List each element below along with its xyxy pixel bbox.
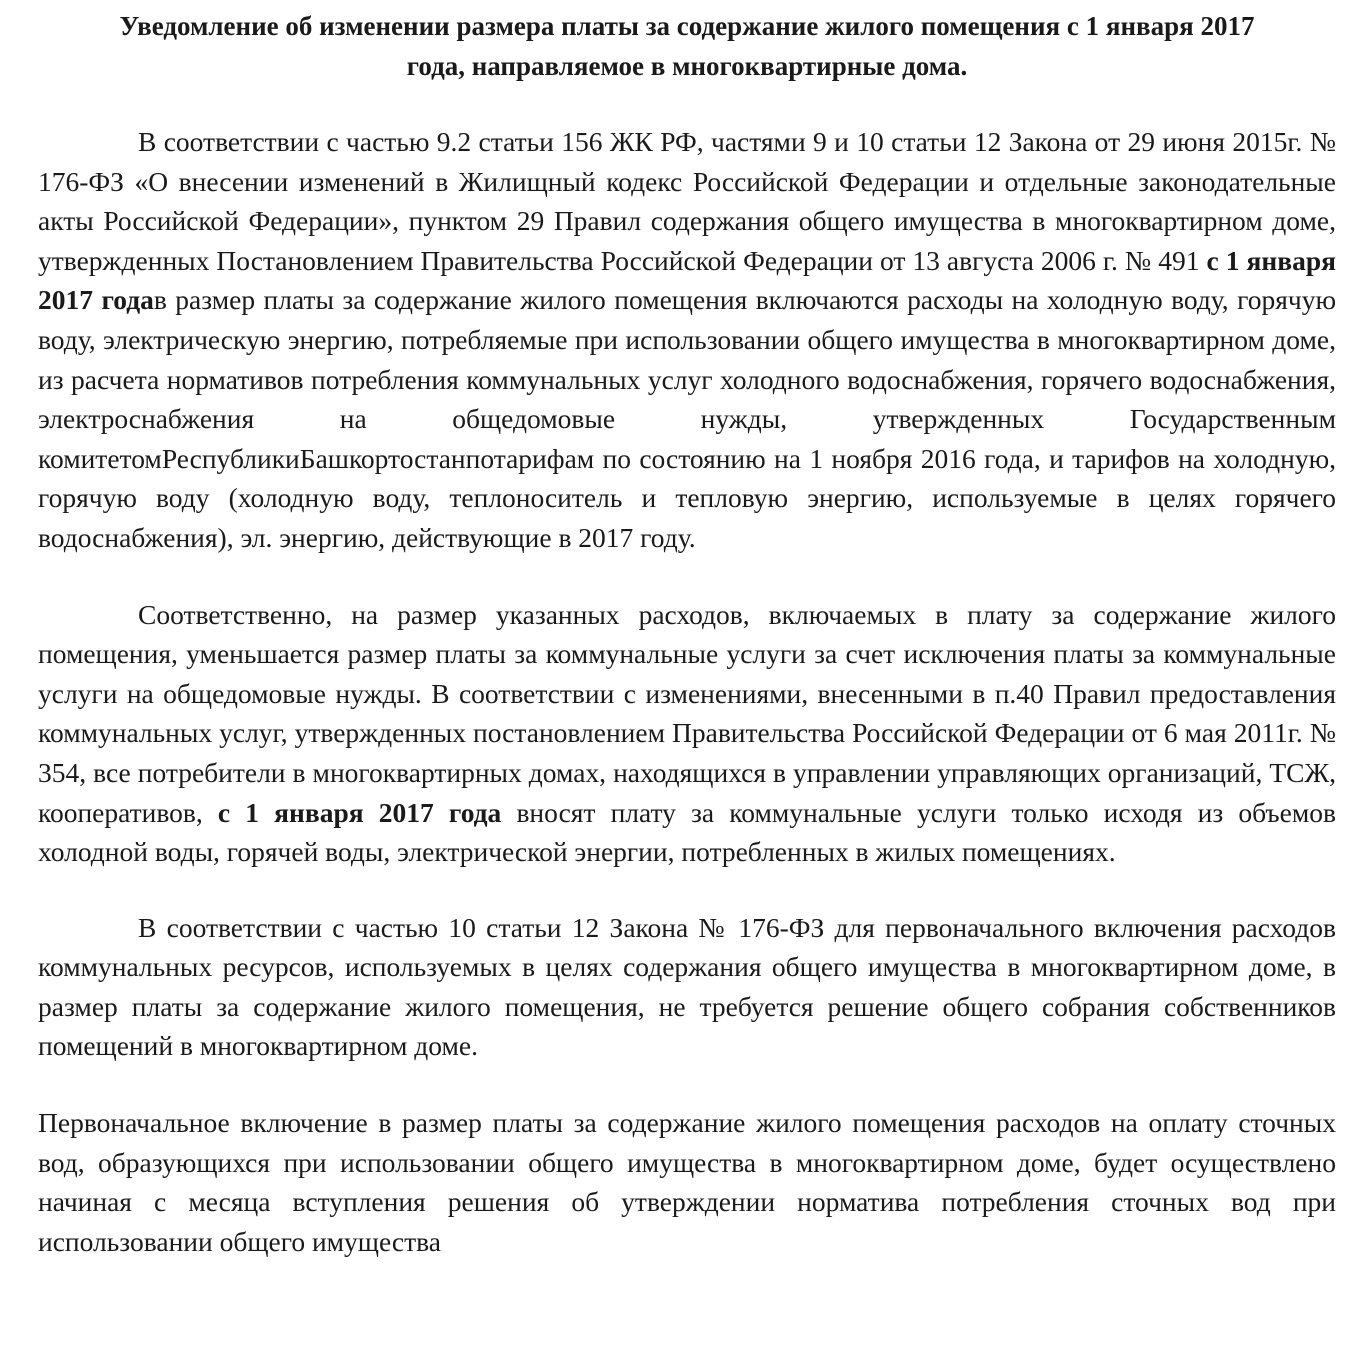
paragraph-text: Соответственно, на размер указанных расходов, включаемых в плату за содержание жилого помещения, уменьшается размер платы за коммунальные услуги за счет исключения платы за коммунальные услуги на общедомовые нужды. В соответствии с изменениями, внесенными в п.40 Правил предоставления коммунальных услуг, утвержденных постановлением Правительства Российской Федерации от 6 мая 2011г. № 354, все потребители в многоквартирных домах, находящихся в управлении управляющих организаций, ТСЖ, кооперативов,: [38, 598, 1336, 828]
paragraph-text: вносят плату за коммунальные услуги только исходя из объемов холодной воды, горячей воды, электрической энергии, потребленных в жилых помещениях.: [38, 796, 1336, 868]
document-page: [38, 0, 1336, 1261]
paragraph-text: В соответствии с частью 10 статьи 12 Закона № 176-ФЗ для первоначального включения расходов коммунальных ресурсов, используемых в целях содержания общего имущества в многоквартирном доме, в размер платы за содержание жилого помещения, не требуется решение общего собрания собственников помещений в многоквартирном доме.: [38, 911, 1336, 1062]
paragraph-text: Первоначальное включение в размер платы за содержание жилого помещения расходов на оплату сточных вод, образующихся при использовании общего имущества в многоквартирном доме, будет осуществлено начиная с месяца вступления решения об утверждении норматива потребления сточных вод при использовании общего имущества: [38, 1107, 1336, 1257]
effective-date-bold: с 1 января 2017 года: [217, 796, 502, 828]
title-line-2: года, направляемое в многоквартирные дома.: [406, 51, 968, 81]
document-title: [38, 0, 1336, 86]
paragraph-payment-changes: [38, 595, 1336, 872]
paragraph-wastewater: [38, 1103, 1336, 1261]
paragraph-legal-basis: [38, 122, 1336, 558]
title-line-1: Уведомление об изменении размера платы за содержание жилого помещения с 1 января 2017: [119, 11, 1255, 41]
paragraph-text: в размер платы за содержание жилого помещения включаются расходы на холодную воду, горячую воду, электрическую энергию, потребляемые при использовании общего имущества в многоквартирном доме, из расчета нормативов потребления коммунальных услуг холодного водоснабжения, горячего водоснабжения, электроснабжения на общедомовые нужды, утвержденных Государственным комитетомРеспубликиБашкортостанпотарифам по состоянию на 1 ноября 2016 года, и тарифов на холодную, горячую воду (холодную воду, теплоноситель и тепловую энергию, используемые в целях горячего водоснабжения), эл. энергию, действующие в 2017 году.: [38, 284, 1336, 553]
paragraph-text: В соответствии с частью 9.2 статьи 156 ЖК РФ, частями 9 и 10 статьи 12 Закона от 29 июня 2015г. № 176-ФЗ «О внесении изменений в Жилищный кодекс Российской Федерации и отдельные законодательные акты Российской Федерации», пунктом 29 Правил содержания общего имущества в многоквартирном доме, утвержденных Постановлением Правительства Российской Федерации от 13 августа 2006 г. № 491: [38, 126, 1336, 276]
paragraph-no-meeting-required: [38, 908, 1336, 1066]
effective-date-bold: с 1 января 2017 года: [38, 244, 1336, 316]
